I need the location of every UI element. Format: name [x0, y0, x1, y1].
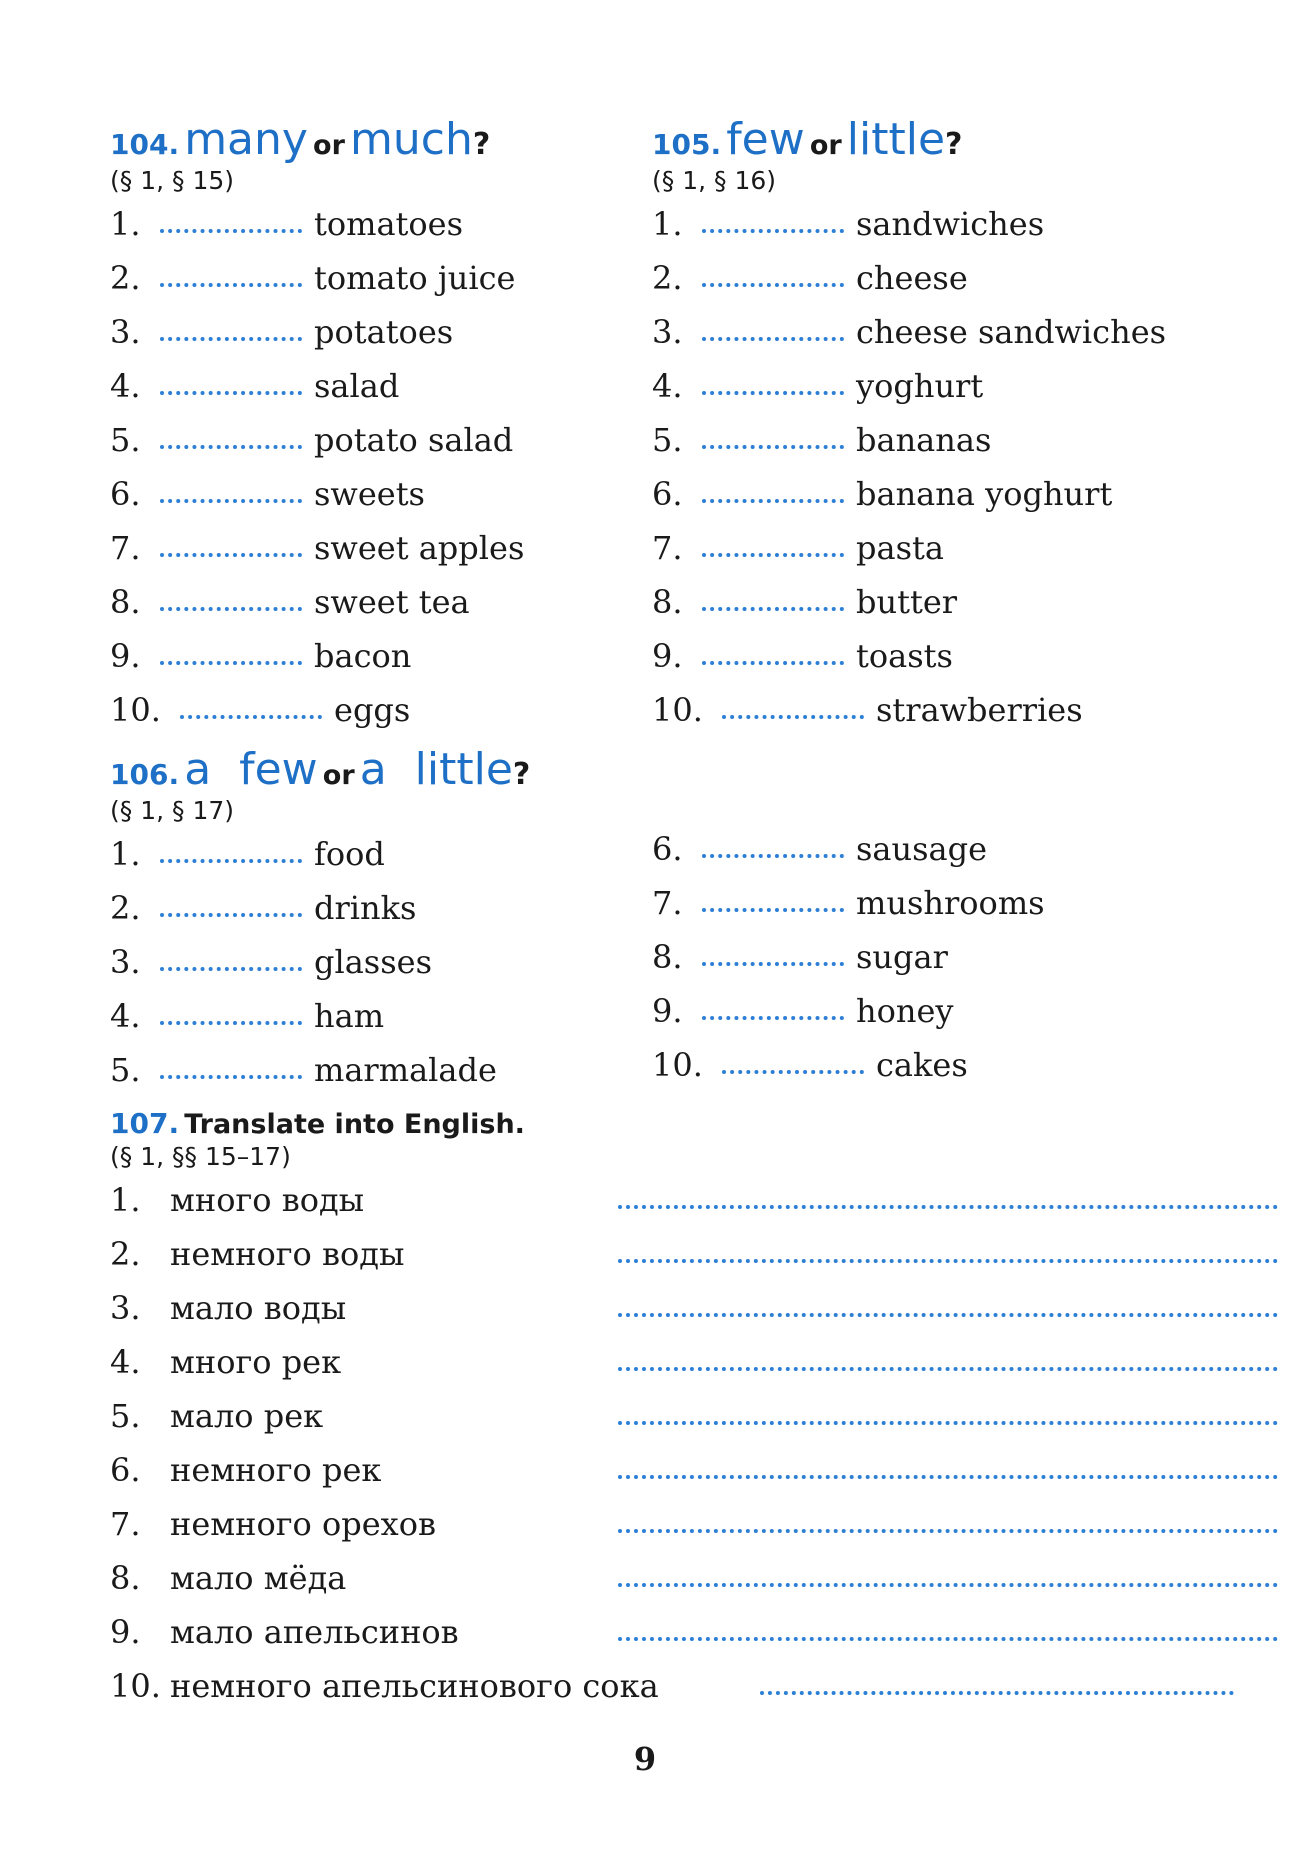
russian-phrase: немного воды: [170, 1235, 405, 1273]
answer-blank[interactable]: [160, 549, 302, 557]
item-word: yoghurt: [856, 367, 984, 405]
item-word: mushrooms: [856, 884, 1045, 922]
item-number: 10.: [652, 691, 703, 729]
item-number: 7.: [652, 884, 683, 922]
item-number: 5.: [652, 421, 683, 459]
exercise-number: 107.: [110, 1107, 180, 1140]
item-word: potato salad: [314, 421, 514, 459]
item-word: cheese: [856, 259, 968, 297]
list-item: [110, 1667, 1290, 1721]
item-number: 2.: [110, 1235, 141, 1273]
item-number: 10.: [110, 691, 161, 729]
answer-blank[interactable]: [160, 1017, 302, 1025]
list-item: [652, 1046, 1045, 1100]
item-number: 3.: [110, 943, 141, 981]
item-number: 6.: [652, 475, 683, 513]
item-word: sweet apples: [314, 529, 525, 567]
item-number: 5.: [110, 1051, 141, 1089]
list-item: [110, 997, 530, 1051]
answer-blank[interactable]: [160, 441, 302, 449]
exercise-104-heading: [110, 114, 524, 165]
item-word: strawberries: [876, 691, 1083, 729]
item-word: marmalade: [314, 1051, 497, 1089]
answer-blank[interactable]: [702, 549, 844, 557]
item-word: potatoes: [314, 313, 454, 351]
answer-blank[interactable]: [618, 1471, 1278, 1479]
answer-blank[interactable]: [160, 495, 302, 503]
answer-blank[interactable]: [722, 1066, 864, 1074]
item-number: 4.: [110, 1343, 141, 1381]
exercise-instruction: Translate into English.: [184, 1109, 525, 1140]
answer-blank[interactable]: [160, 225, 302, 233]
keyword-a-few: a few: [184, 744, 318, 795]
list-item: [110, 1181, 1290, 1235]
keyword-a-little: a little: [359, 744, 513, 795]
exercise-107: [110, 1107, 1290, 1721]
answer-blank[interactable]: [618, 1201, 1278, 1209]
item-word: pasta: [856, 529, 944, 567]
item-number: 9.: [652, 992, 683, 1030]
exercise-105-list: [652, 205, 1166, 745]
item-word: sweet tea: [314, 583, 470, 621]
item-word: sugar: [856, 938, 948, 976]
item-word: tomatoes: [314, 205, 464, 243]
russian-phrase: немного апельсинового сока: [170, 1667, 659, 1705]
answer-blank[interactable]: [618, 1255, 1278, 1263]
russian-phrase: мало мёда: [170, 1559, 347, 1597]
list-item: [652, 583, 1166, 637]
item-number: 4.: [652, 367, 683, 405]
answer-blank[interactable]: [160, 279, 302, 287]
item-word: sandwiches: [856, 205, 1045, 243]
list-item: [652, 259, 1166, 313]
item-word: food: [314, 835, 385, 873]
list-item: [110, 835, 530, 889]
item-word: toasts: [856, 637, 953, 675]
list-item: [110, 1343, 1290, 1397]
item-number: 2.: [110, 259, 141, 297]
answer-blank[interactable]: [702, 850, 844, 858]
list-item: [110, 1613, 1290, 1667]
item-number: 6.: [110, 475, 141, 513]
answer-blank[interactable]: [618, 1579, 1278, 1587]
answer-blank[interactable]: [160, 855, 302, 863]
list-item: [652, 938, 1045, 992]
answer-blank[interactable]: [702, 387, 844, 395]
item-number: 7.: [110, 1505, 141, 1543]
answer-blank[interactable]: [702, 333, 844, 341]
item-number: 5.: [110, 421, 141, 459]
list-item: [110, 583, 524, 637]
answer-blank[interactable]: [160, 657, 302, 665]
russian-phrase: много рек: [170, 1343, 342, 1381]
russian-phrase: мало воды: [170, 1289, 347, 1327]
item-number: 6.: [652, 830, 683, 868]
list-item: [652, 992, 1045, 1046]
answer-blank[interactable]: [618, 1633, 1278, 1641]
item-number: 7.: [652, 529, 683, 567]
answer-blank[interactable]: [722, 711, 864, 719]
answer-blank[interactable]: [160, 963, 302, 971]
answer-blank[interactable]: [160, 909, 302, 917]
conjunction-or: or: [809, 130, 842, 161]
answer-blank[interactable]: [618, 1417, 1278, 1425]
list-item: [652, 529, 1166, 583]
exercise-number: 106.: [110, 758, 180, 791]
item-number: 8.: [110, 1559, 141, 1597]
grammar-reference: (§ 1, § 16): [652, 166, 777, 195]
item-word: banana yoghurt: [856, 475, 1113, 513]
item-number: 9.: [110, 1613, 141, 1651]
item-number: 1.: [652, 205, 683, 243]
exercise-105: [652, 114, 1167, 745]
item-word: tomato juice: [314, 259, 516, 297]
item-word: bananas: [856, 421, 992, 459]
item-word: drinks: [314, 889, 417, 927]
question-mark: ?: [512, 757, 531, 792]
list-item: [110, 1235, 1290, 1289]
item-number: 8.: [652, 583, 683, 621]
list-item: [110, 259, 524, 313]
item-number: 10.: [652, 1046, 703, 1084]
item-number: 1.: [110, 835, 141, 873]
item-number: 9.: [652, 637, 683, 675]
item-number: 1.: [110, 205, 141, 243]
list-item: [652, 884, 1045, 938]
list-item: [652, 830, 1045, 884]
answer-blank[interactable]: [160, 1071, 302, 1079]
list-item: [652, 313, 1166, 367]
item-number: 3.: [110, 1289, 141, 1327]
list-item: [110, 529, 524, 583]
russian-phrase: мало рек: [170, 1397, 324, 1435]
russian-phrase: мало апельсинов: [170, 1613, 459, 1651]
grammar-reference: (§ 1, § 17): [110, 796, 235, 825]
answer-blank[interactable]: [160, 333, 302, 341]
answer-blank[interactable]: [702, 603, 844, 611]
item-number: 8.: [110, 583, 141, 621]
item-number: 8.: [652, 938, 683, 976]
answer-blank[interactable]: [702, 657, 844, 665]
item-number: 6.: [110, 1451, 141, 1489]
list-item: [110, 943, 530, 997]
keyword-little: little: [846, 114, 946, 165]
grammar-reference: (§ 1, §§ 15–17): [110, 1142, 291, 1171]
answer-blank[interactable]: [618, 1309, 1278, 1317]
item-word: glasses: [314, 943, 432, 981]
list-item: [652, 475, 1166, 529]
answer-blank[interactable]: [702, 904, 844, 912]
grammar-reference: (§ 1, § 15): [110, 166, 235, 195]
list-item: [652, 205, 1166, 259]
list-item: [110, 421, 524, 475]
item-word: cakes: [876, 1046, 968, 1084]
item-number: 2.: [652, 259, 683, 297]
list-item: [110, 889, 530, 943]
exercise-106-right: [652, 820, 1045, 1100]
answer-blank[interactable]: [702, 279, 844, 287]
exercise-number: 105.: [652, 128, 722, 161]
exercise-107-list: [110, 1181, 1290, 1721]
exercise-107-heading: [110, 1107, 1290, 1140]
item-number: 9.: [110, 637, 141, 675]
item-number: 2.: [110, 889, 141, 927]
keyword-many: many: [184, 114, 308, 165]
item-word: sweets: [314, 475, 425, 513]
list-item: [110, 691, 524, 745]
keyword-much: much: [350, 114, 473, 165]
list-item: [110, 475, 524, 529]
answer-blank[interactable]: [702, 1012, 844, 1020]
list-item: [110, 1559, 1290, 1613]
list-item: [110, 637, 524, 691]
list-item: [110, 1051, 530, 1105]
item-word: sausage: [856, 830, 988, 868]
exercise-106-list-left: [110, 835, 530, 1105]
answer-blank[interactable]: [702, 495, 844, 503]
exercise-106: [110, 744, 531, 1105]
exercise-104-list: [110, 205, 524, 745]
item-word: salad: [314, 367, 400, 405]
item-number: 5.: [110, 1397, 141, 1435]
exercise-106-heading: [110, 744, 531, 795]
list-item: [110, 313, 524, 367]
question-mark: ?: [945, 127, 963, 162]
russian-phrase: много воды: [170, 1181, 365, 1219]
item-word: butter: [856, 583, 958, 621]
item-number: 3.: [652, 313, 683, 351]
item-number: 3.: [110, 313, 141, 351]
exercise-number: 104.: [110, 128, 180, 161]
item-word: eggs: [334, 691, 411, 729]
conjunction-or: or: [322, 760, 355, 791]
list-item: [652, 367, 1166, 421]
list-item: [110, 1505, 1290, 1559]
answer-blank[interactable]: [760, 1687, 1234, 1695]
list-item: [652, 637, 1166, 691]
exercise-105-heading: [652, 114, 1166, 165]
list-item: [110, 367, 524, 421]
russian-phrase: немного рек: [170, 1451, 382, 1489]
item-number: 4.: [110, 367, 141, 405]
item-number: 4.: [110, 997, 141, 1035]
exercise-104: [110, 114, 525, 745]
list-item: [110, 1451, 1290, 1505]
list-item: [652, 421, 1166, 475]
list-item: [652, 691, 1166, 745]
answer-blank[interactable]: [618, 1363, 1278, 1371]
item-word: bacon: [314, 637, 412, 675]
conjunction-or: or: [313, 130, 345, 161]
page-number: 9: [633, 1740, 657, 1778]
list-item: [110, 205, 524, 259]
item-number: 7.: [110, 529, 141, 567]
list-item: [110, 1289, 1290, 1343]
question-mark: ?: [472, 127, 491, 162]
answer-blank[interactable]: [618, 1525, 1278, 1533]
answer-blank[interactable]: [160, 603, 302, 611]
answer-blank[interactable]: [702, 441, 844, 449]
answer-blank[interactable]: [702, 958, 844, 966]
list-item: [110, 1397, 1290, 1451]
item-number: 10.: [110, 1667, 161, 1705]
item-number: 1.: [110, 1181, 141, 1219]
russian-phrase: немного орехов: [170, 1505, 436, 1543]
answer-blank[interactable]: [160, 387, 302, 395]
answer-blank[interactable]: [180, 711, 322, 719]
exercise-106-list-right: [652, 830, 1045, 1100]
item-word: cheese sandwiches: [856, 313, 1167, 351]
keyword-few: few: [726, 114, 805, 165]
item-word: honey: [856, 992, 954, 1030]
answer-blank[interactable]: [702, 225, 844, 233]
item-word: ham: [314, 997, 385, 1035]
